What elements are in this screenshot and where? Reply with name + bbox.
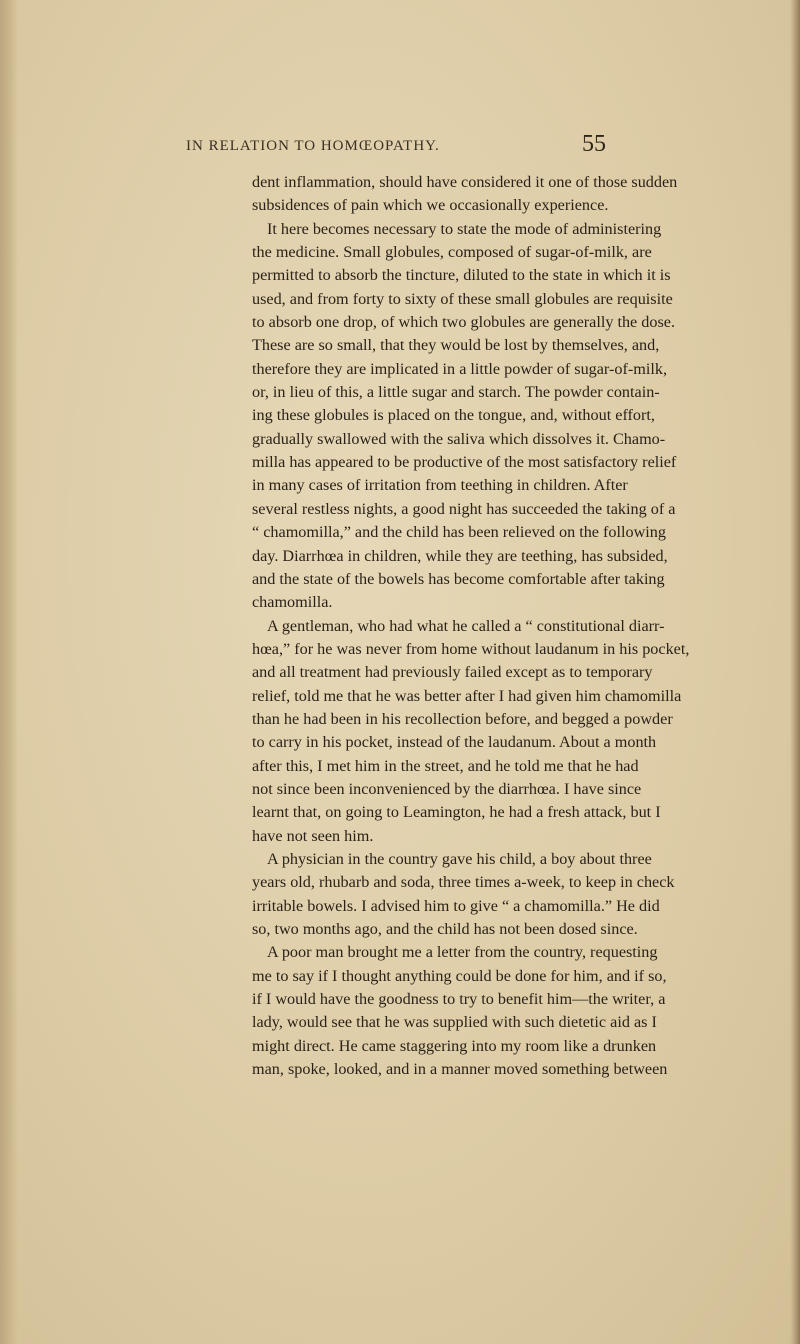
text-line: milla has appeared to be productive of the most satisfactory relief [252,453,677,472]
text-line: years old, rhubarb and soda, three times a-week, to keep in check [252,873,675,892]
text-line: chamomilla. [252,593,333,612]
body-text [252,171,690,1081]
text-line: ing these globules is placed on the tongue, and, without effort, [252,406,655,425]
text-line: not since been inconvenienced by the diarrhœa. I have since [252,779,642,798]
text-line: and all treatment had previously failed except as to temporary [252,663,653,682]
text-line: several restless nights, a good night has succeeded the taking of a [252,499,676,518]
text-line: A physician in the country gave his child, a boy about three [267,849,652,868]
text-line: therefore they are implicated in a little powder of sugar-of-milk, [252,359,667,378]
text-line: These are so small, that they would be lost by themselves, and, [252,336,660,355]
text-line: “ chamomilla,” and the child has been relieved on the following [252,523,666,542]
text-line: after this, I met him in the street, and he told me that he had [252,756,639,775]
text-line: gradually swallowed with the saliva which dissolves it. Chamo- [252,429,666,448]
page-number: 55 [582,131,606,157]
text-line: used, and from forty to sixty of these small globules are requisite [252,289,673,308]
text-line: man, spoke, looked, and in a manner moved something between [252,1060,668,1079]
text-line: A gentleman, who had what he called a “ constitutional diarr- [267,616,665,635]
text-line: me to say if I thought anything could be done for him, and if so, [252,966,667,985]
text-line: and the state of the bowels has become comfortable after taking [252,569,665,588]
text-line: irritable bowels. I advised him to give “ a chamomilla.” He did [252,896,660,915]
text-line: relief, told me that he was better after I had given him chamomilla [252,686,682,705]
text-line: learnt that, on going to Leamington, he had a fresh attack, but I [252,803,661,822]
text-line: the medicine. Small globules, composed of sugar-of-milk, are [252,243,652,262]
text-line: or, in lieu of this, a little sugar and starch. The powder contain- [252,383,660,402]
running-header: IN RELATION TO HOMŒOPATHY. [186,138,440,154]
page-right-edge-shadow [790,0,800,1344]
text-line: lady, would see that he was supplied with such dietetic aid as I [252,1013,657,1032]
text-line: subsidences of pain which we occasionally experience. [252,196,609,215]
text-line: than he had been in his recollection before, and begged a powder [252,709,673,728]
page-left-edge-shadow [0,0,18,1344]
text-line: so, two months ago, and the child has not been dosed since. [252,920,638,938]
text-line: dent inflammation, should have considered it one of those sudden [252,173,678,191]
text-line: day. Diarrhœa in children, while they are teething, has subsided, [252,546,668,565]
text-line: It here becomes necessary to state the mode of administering [267,219,662,238]
text-line: permitted to absorb the tincture, diluted to the state in which it is [252,266,671,285]
text-line: A poor man brought me a letter from the country, requesting [267,943,658,962]
text-line: might direct. He came staggering into my room like a drunken [252,1036,657,1055]
text-line: if I would have the goodness to try to benefit him—the writer, a [252,990,666,1009]
text-line: hœa,” for he was never from home without laudanum in his pocket, [252,639,690,658]
text-line: in many cases of irritation from teething in children. After [252,476,628,495]
text-line: to carry in his pocket, instead of the laudanum. About a month [252,733,657,752]
text-line: to absorb one drop, of which two globules are generally the dose. [252,313,676,332]
text-line: have not seen him. [252,826,374,845]
